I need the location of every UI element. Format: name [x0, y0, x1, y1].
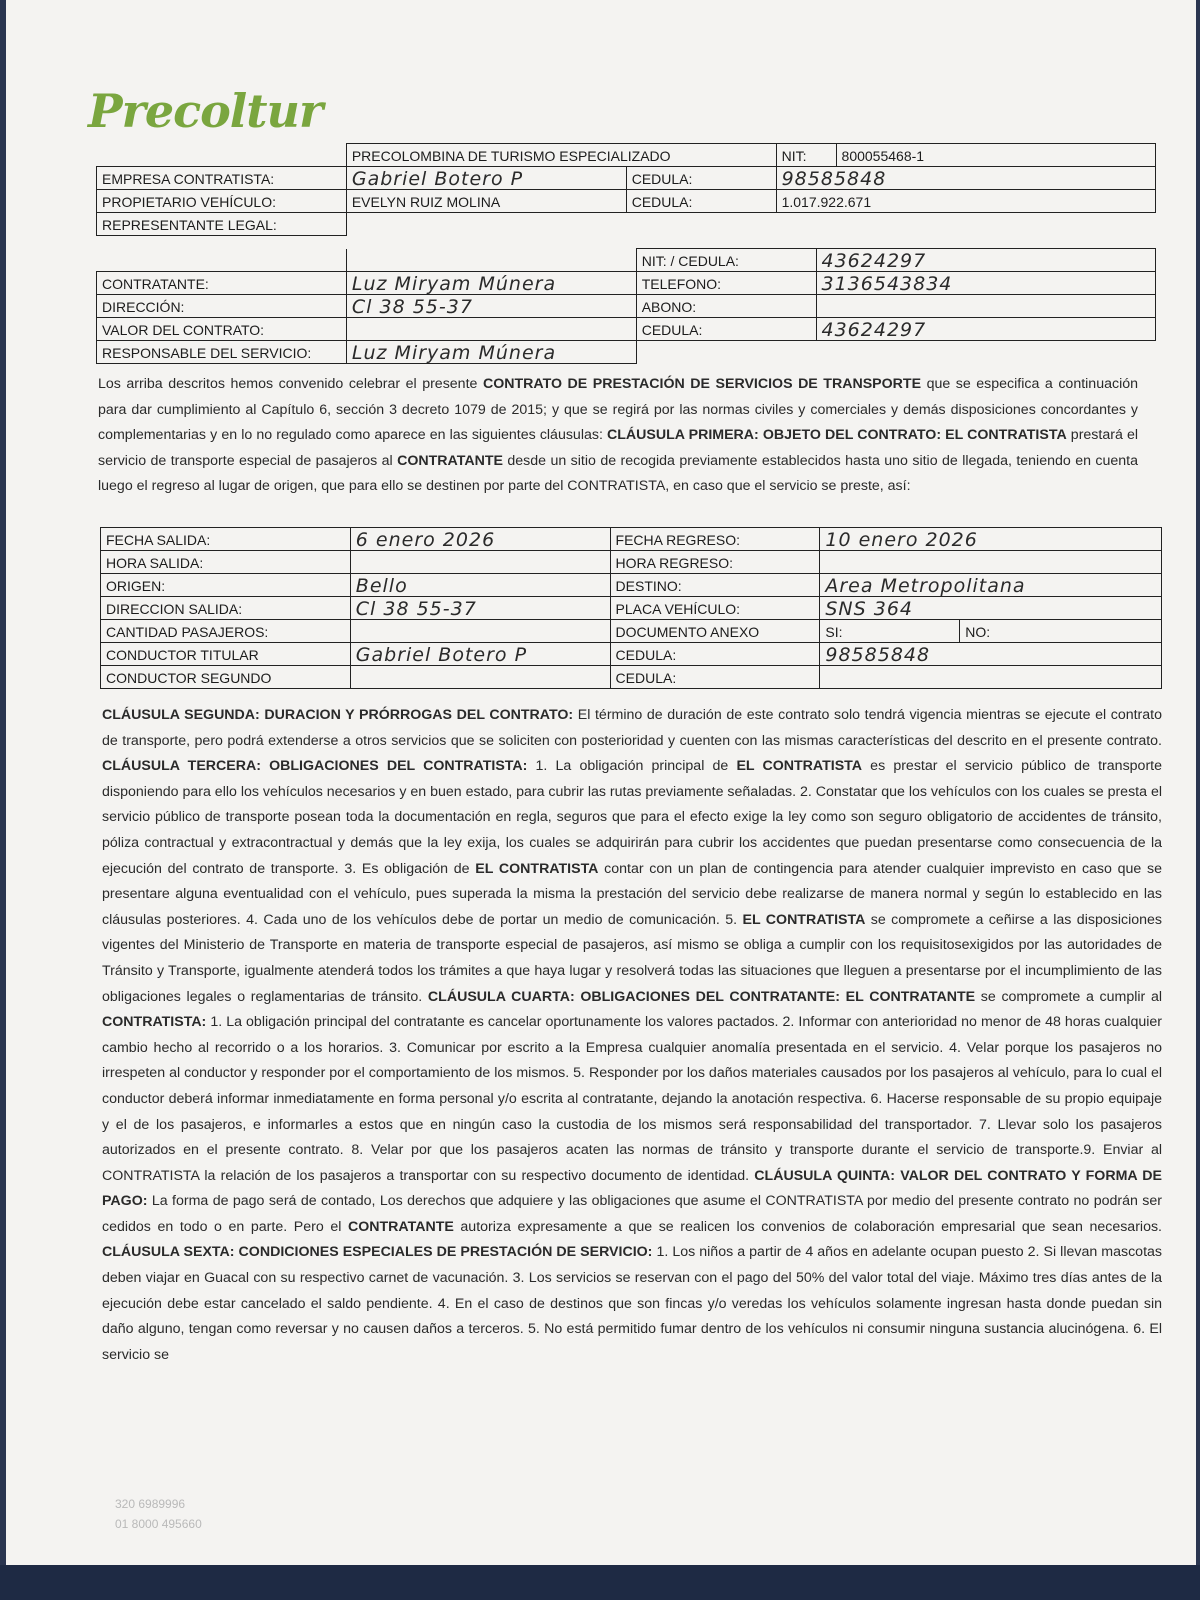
intro-text-3: prestará el servicio de transporte especial de pasajeros al [98, 427, 1138, 469]
footer-phone-1: 320 6989996 [115, 1497, 186, 1511]
clause-text-1: El término de duración de este contrato solo tendrá vigencia mientras se ejecute el contrato de transporte, pero podrá extenderse a otros servicios que se soliciten con posterioridad y cuenten con las mismas características del descrito en el presente contrato. [102, 707, 1162, 749]
empresa-name: PRECOLOMBINA DE TURISMO ESPECIALIZADO [346, 144, 776, 167]
hora-salida-value [350, 551, 610, 574]
telefono-label: TELEFONO: [636, 272, 816, 295]
no-label: NO: [960, 620, 1162, 643]
clausula-tercera-title: CLÁUSULA TERCERA: OBLIGACIONES DEL CONTRATISTA: [102, 758, 528, 775]
cantidad-label: CANTIDAD PASAJEROS: [101, 620, 351, 643]
origen-value: Bello [350, 574, 610, 597]
empresa-label: EMPRESA CONTRATISTA: [97, 167, 347, 190]
conductor-segundo-value [350, 666, 610, 689]
clause-text-3: es prestar el servicio público de transporte disponiendo para ello los vehículos necesarios y en buen estado, para cubrir las rutas previamente señaladas. 2. Constatar que los vehículos con los cuales se presta el servicio público de transporte posean toda la documentación en regla, seguros que para el efecto exige la ley como son seguro obligatorio de accidentes de tránsito, póliza contractual y extracontractual y demás que la ley exija, los cuales se adquirirán para cubrir los accidentes que puedan presentarse como consecuencia de la ejecución del contrato de transporte. 3. Es obligación de [102, 758, 1162, 877]
hora-regreso-value [820, 551, 1162, 574]
clause-text-6: se compromete a cumplir al [975, 988, 1162, 1005]
valor-label: VALOR DEL CONTRATO: [97, 318, 347, 341]
destino-value: Area Metropolitana [820, 574, 1162, 597]
clause-text-7: 1. La obligación principal del contratante es cancelar oportunamente los valores pactados. 2. Informar con anterioridad no menor de 48 horas cualquier cambio hecho al recorrido o a los horarios. 3. Comunicar por escrito a la Empresa cualquier anomalía presentada en el servicio. 4. Velar porque los pasajeros no irrespeten al conductor y responder por el comportamiento de los mismos. 5. Responder por los daños materiales causados por los pasajeros al vehículo, para lo cual el conductor deberá informar inmediatamente en forma personal y/o escrita al contratante, dejando la anotación respectiva. 6. Hacerse responsable de su propio equipaje y el de los pasajeros, e informarles a estos que en ningún caso la custodia de los mismos será responsabilidad del transportador. 7. Llevar solo los pasajeros autorizados en el presente contrato. 8. Velar por que los pasajeros acaten las normas de tránsito y transporte durante el servicio de transporte.9. Enviar al CONTRATISTA la relación de los pasajeros a transportar con su respectivo documento de identidad. [102, 1014, 1162, 1184]
intro-text-1: Los arriba descritos hemos convenido celebrar el presente [98, 376, 483, 392]
clause-bold-9: CONTRATANTE [347, 1218, 454, 1235]
destino-label: DESTINO: [610, 574, 820, 597]
propietario-cedula: 98585848 [776, 167, 1155, 190]
conductor-segundo-label: CONDUCTOR SEGUNDO [101, 666, 351, 689]
intro-text-2: que se especifica a continuación para dar cumplimiento al Capítulo 6, sección 3 decreto 1079 de 2015; y que se regirá por las normas civiles y comerciales y demás disposiciones concordantes y complementarias y en lo no regulado como aparece en las siguientes cláusulas: [98, 376, 1139, 444]
si-label: SI: [820, 620, 960, 643]
nit-cedula-value: 43624297 [816, 249, 1156, 272]
contratante-label: CONTRATANTE: [97, 272, 347, 295]
responsable-label: RESPONSABLE DEL SERVICIO: [97, 341, 347, 364]
hora-regreso-label: HORA REGRESO: [610, 551, 820, 574]
direccion-salida-label: DIRECCION SALIDA: [101, 597, 351, 620]
representante-label: REPRESENTANTE LEGAL: [97, 213, 347, 236]
intro-bold-3: CONTRATANTE [397, 452, 503, 469]
nit-value: 800055468-1 [836, 144, 1155, 167]
cedula-label-2: CEDULA: [626, 190, 776, 213]
conductor-titular-label: CONDUCTOR TITULAR [101, 643, 351, 666]
fecha-salida-label: FECHA SALIDA: [101, 528, 351, 551]
contratante-signature: Luz Miryam Múnera [346, 272, 636, 295]
abono-label: ABONO: [636, 295, 816, 318]
responsable-cedula: 43624297 [816, 318, 1156, 341]
propietario-signature: Gabriel Botero P [346, 167, 626, 190]
cedula-label-5: CEDULA: [610, 666, 820, 689]
clause-text-4: contar con un plan de contingencia para atender cualquier imprevisto en caso que se presentare alguna eventualidad con el vehículo, pues superada la misma la prestación del servicio debe realizarse de manera normal y según lo establecido en las cláusulas posteriores. 4. Cada uno de los vehículos debe de portar un medio de comunicación. 5. [102, 860, 1163, 928]
cedula-label-3: CEDULA: [636, 318, 816, 341]
nit-cedula-label: NIT: / CEDULA: [636, 249, 816, 272]
conductor-segundo-cedula [820, 666, 1162, 689]
clause-bold-7: CONTRATISTA: [102, 1014, 207, 1031]
clause-bold-5: EL CONTRATISTA [742, 911, 866, 928]
origen-label: ORIGEN: [101, 574, 351, 597]
precoltur-logo: Precoltur [88, 84, 323, 138]
cantidad-value [350, 620, 610, 643]
intro-bold-1: CONTRATO DE PRESTACIÓN DE SERVICIOS DE TRANSPORTE [482, 376, 922, 392]
clausula-segunda-title: CLÁUSULA SEGUNDA: DURACION Y PRÓRROGAS DEL CONTRATO: [102, 707, 574, 723]
conductor-titular-cedula: 98585848 [820, 643, 1162, 666]
conductor-titular-signature: Gabriel Botero P [350, 643, 610, 666]
telefono-value: 3136543834 [816, 272, 1156, 295]
hora-salida-label: HORA SALIDA: [101, 551, 351, 574]
clause-text-9: autoriza expresamente a que se realicen los convenios de colaboración empresarial que sean necesarios. [453, 1218, 1162, 1235]
placa-label: PLACA VEHÍCULO: [610, 597, 820, 620]
cedula-label-4: CEDULA: [610, 643, 820, 666]
responsable-signature: Luz Miryam Múnera [346, 341, 636, 364]
fecha-regreso-label: FECHA REGRESO: [610, 528, 820, 551]
propietario-label: PROPIETARIO VEHÍCULO: [97, 190, 347, 213]
intro-paragraph [98, 372, 1138, 500]
intro-text-4: desde un sitio de recogida previamente establecidos hasta uno sitio de llegada, teniendo en cuenta luego el regreso al lugar de origen, que para ello se destinen por parte del CONTRATISTA, en caso que el servicio se preste, así: [98, 452, 1138, 495]
representante-name: EVELYN RUIZ MOLINA [346, 190, 626, 213]
clausula-quinta-title: CLÁUSULA QUINTA: VALOR DEL CONTRATO Y FORMA DE PAGO: [102, 1167, 1162, 1210]
footer-phone-2: 01 8000 495660 [115, 1517, 202, 1531]
direccion-value: Cl 38 55-37 [346, 295, 636, 318]
clause-bold-3: EL CONTRATISTA [736, 758, 863, 775]
clause-text-5: se compromete a ceñirse a las disposiciones vigentes del Ministerio de Transporte en materia de transporte especial de pasajeros, así mismo se obliga a cumplir con los requisitosexigidos por las autoridades de Tránsito y Transporte, igualmente atenderá todos los trámites a que haya lugar y resolverá todas las situaciones que lleguen a presentarse por el incumplimiento de las obligaciones legales o reglamentarias de tránsito. [102, 911, 1162, 1005]
direccion-salida-value: Cl 38 55-37 [350, 597, 610, 620]
placa-value: SNS 364 [820, 597, 1162, 620]
representante-cedula: 1.017.922.671 [776, 190, 1155, 213]
fecha-salida-value: 6 enero 2026 [350, 528, 610, 551]
background-fabric [0, 1565, 1200, 1600]
empresa-table [96, 143, 1156, 236]
clause-bold-4: EL CONTRATISTA [475, 860, 599, 877]
clause-text-8: La forma de pago será de contado, Los derechos que adquiere y las obligaciones que asume el CONTRATISTA por medio del presente contrato no podrán ser cedidos en todo o en parte. Pero el [102, 1193, 1162, 1235]
clause-text-10: 1. Los niños a partir de 4 años en adelante ocupan puesto 2. Si llevan mascotas deben viajar en Guacal con su respectivo carnet de vacunación. 3. Los servicios se reservan con el pago del 50% del valor total del viaje. Máximo tres días antes de la ejecución debe estar cancelado el saldo pendiente. 4. En el caso de destinos que son fincas y/o veredas los vehículos solamente ingresan hasta donde puedan sin daño alguno, tengan como reversar y no causen daños a terceros. 5. No está permitido fumar dentro de los vehículos ni consumir ninguna sustancia alucinógena. 6. El servicio se [102, 1244, 1162, 1363]
documento-label: DOCUMENTO ANEXO [610, 620, 820, 643]
clause-text-2: 1. La obligación principal de [527, 758, 737, 775]
cedula-label: CEDULA: [626, 167, 776, 190]
clausula-sexta-title: CLÁUSULA SEXTA: CONDICIONES ESPECIALES DE PRESTACIÓN DE SERVICIO: [102, 1244, 653, 1261]
abono-value [816, 295, 1156, 318]
fecha-regreso-value: 10 enero 2026 [820, 528, 1162, 551]
clauses-body [102, 703, 1162, 1368]
clausula-cuarta-title: CLÁUSULA CUARTA: OBLIGACIONES DEL CONTRATANTE: EL CONTRATANTE [427, 988, 976, 1005]
nit-label: NIT: [776, 144, 836, 167]
valor-value [346, 318, 636, 341]
direccion-label: DIRECCIÓN: [97, 295, 347, 318]
contratante-table [96, 248, 1156, 364]
viaje-table [100, 527, 1162, 689]
intro-bold-2: CLÁUSULA PRIMERA: OBJETO DEL CONTRATO: EL CONTRATISTA [607, 427, 1067, 444]
